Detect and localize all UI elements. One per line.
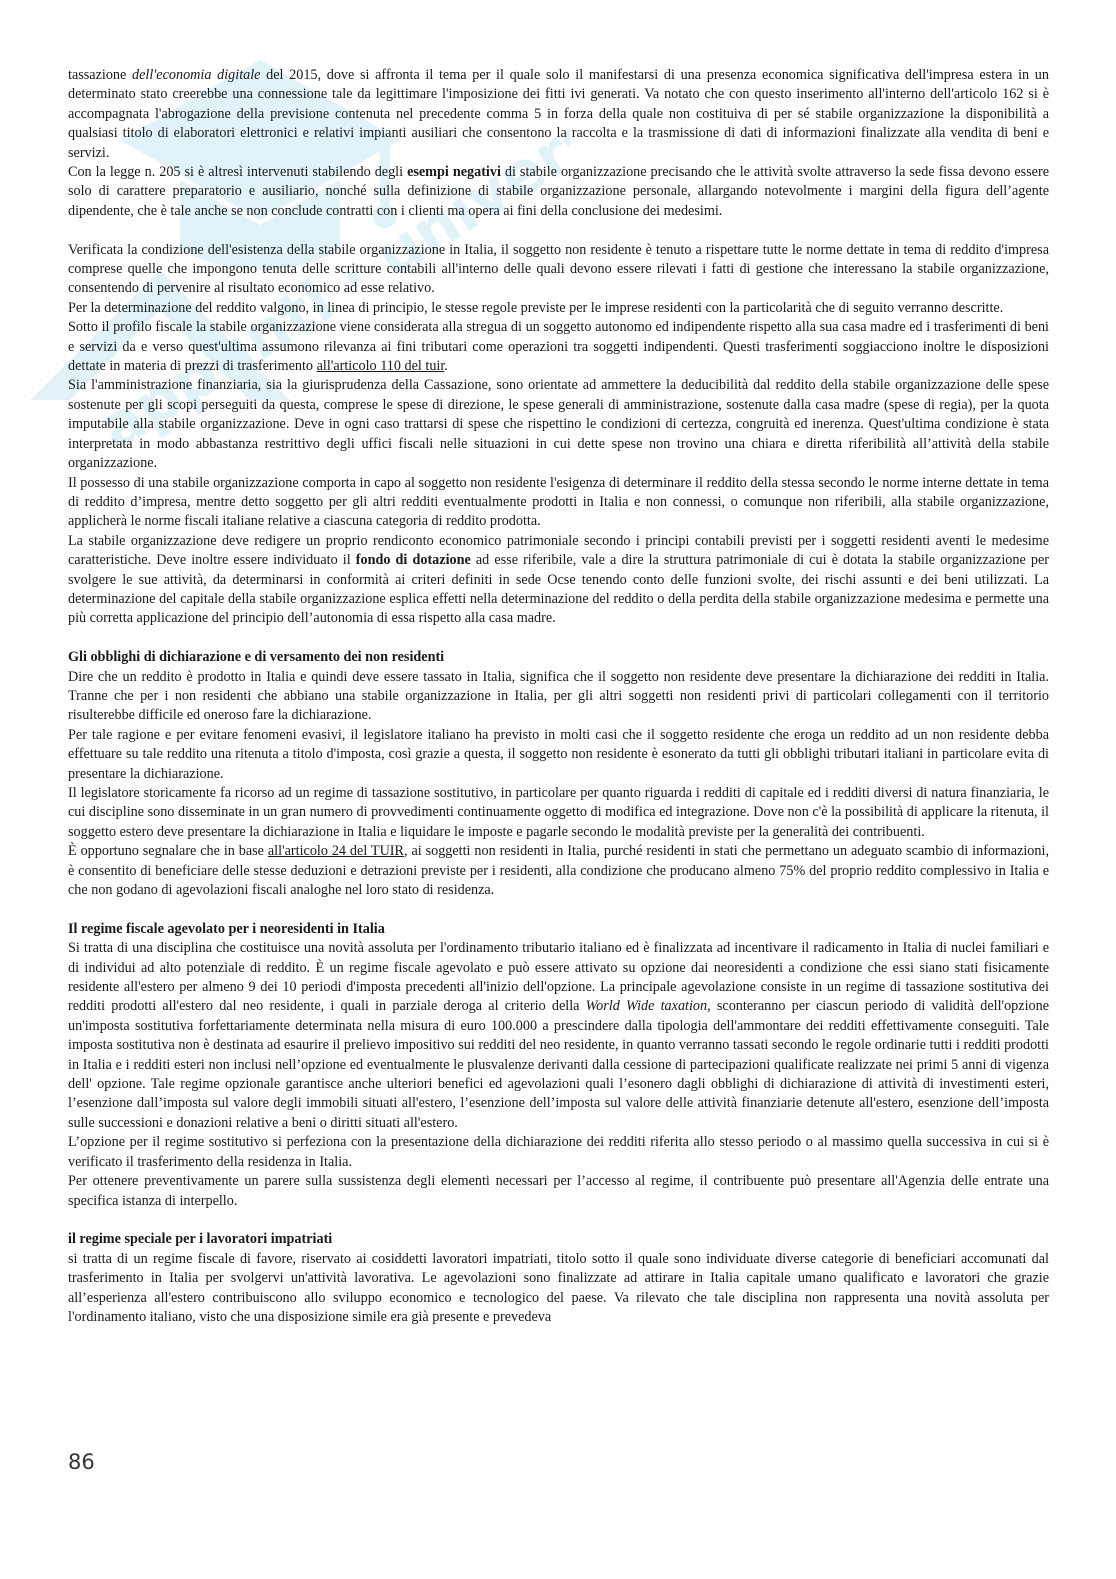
paragraph: È opportuno segnalare che in base all'articolo 24 del TUIR, ai soggetti non residenti in Italia, purché residenti in stati che permettano un adeguato scambio di informazioni, è consentito di beneficiare delle stesse deduzioni e detrazioni previste per i residenti, alla condizione che producano almeno 75% del proprio reddito complessivo in Italia e che non godano di agevolazioni fiscali analoghe nel loro stato di residenza. <box>68 843 1049 899</box>
law-reference-link[interactable]: all'articolo 24 del TUIR <box>267 843 404 860</box>
paragraph: Per la determinazione del reddito valgono, in linea di principio, le stesse regole previste per le imprese residenti con la particolarità che di seguito verranno descritte. <box>68 299 1004 316</box>
paragraph: Si tratta di una disciplina che costituisce una novità assoluta per l'ordinamento tributario italiano ed è finalizzata ad incentivare il radicamento in Italia di nuclei familiari e di individui ad alto potenziale di reddito. È un regime fiscale agevolato e può essere attivato su opzione dai neoresidenti a condizione che essi siano stati fisicamente residente all'estero per almeno 9 dei 10 periodi d'imposta precedenti all'inizio dell'opzione. La principale agevolazione consiste in un regime di tassazione sostitutiva dei redditi prodotti all'estero dal neo residente, i quali in parziale deroga al criterio della World Wide taxation, sconteranno per ciascun periodo di validità dell'opzione un'imposta sostitutiva forfettariamente determinata nella misura di euro 100.000 a prescindere dalla tipologia dell'ammontare dei redditi effettivamente conseguiti. Tale imposta sostitutiva non è destinata ad esaurire il prelievo impositivo sui redditi del neo residente, in quanto verranno tassati secondo le regole ordinarie tutti i redditi prodotti in Italia e i redditi esteri non inclusi nell’opzione ed eventualmente le plusvalenze derivanti dalla cessione di partecipazioni qualificate realizzate nei primi 5 anni di vigenza dell' opzione. Tale regime opzionale garantisce anche ulteriori benefici ed agevolazioni quali l’esonero dagli obblighi di dichiarazione di attività di investimenti esteri, l’esenzione dall’imposta sul valore degli immobili situati all'estero, l’esenzione dell’imposta sul valore delle attività finanziarie detenute all'estero, esenzione dell’imposta sulle successioni e donazioni relative a beni o diritti situati all'estero. <box>68 940 1049 1131</box>
paragraph: L’opzione per il regime sostitutivo si perfeziona con la presentazione della dichiarazione dei redditi riferita allo stesso periodo o al massimo quella successiva in cui si è verificato il trasferimento della residenza in Italia. <box>68 1134 1049 1170</box>
paragraph: Con la legge n. 205 si è altresì intervenuti stabilendo degli esempi negativi di stabile organizzazione precisando che le attività svolte attraverso la sede fissa devono essere solo di carattere preparatorio e ausiliario, nonché sulla definizione di stabile organizzazione personale, allargando notevolmente i margini della figura dell’agente dipendente, che è tale anche se non conclude contratti con i clienti ma opera ai fini della conclusione dei medesimi. <box>68 164 1049 219</box>
section-spacer <box>68 900 1049 919</box>
law-reference-link[interactable]: all'articolo 110 del tuir <box>316 358 445 375</box>
section-heading: Il regime fiscale agevolato per i neoresidenti in Italia <box>68 920 385 937</box>
section-spacer <box>68 221 1049 240</box>
section-spacer <box>68 629 1049 648</box>
bold-term: esempi negativi <box>407 164 501 181</box>
paragraph: Verificata la condizione dell'esistenza della stabile organizzazione in Italia, il soggetto non residente è tenuto a rispettare tutte le norme dettate in tema di reddito d'impresa comprese quelle che impongono tenuta delle scritture contabili all'interno delle quali devono essere rilevati i fatti di gestione che interessano la stabile organizzazione, consentendo di pervenire al risultato economico ad esse relativo. <box>68 241 1049 297</box>
paragraph: La stabile organizzazione deve redigere un proprio rendiconto economico patrimoniale secondo i principi contabili previsti per i soggetti residenti aventi le medesime caratteristiche. Deve inoltre essere individuato il fondo di dotazione ad esse riferibile, vale a dire la struttura patrimoniale di cui è dotata la stabile organizzazione per svolgere le sue attività, da determinarsi in conformità ai criteri definiti in sede Ocse tenendo conto delle funzioni svolte, dei rischi assunti e dei beni utilizzati. La determinazione del capitale della stabile organizzazione esplica effetti nella determinazione del reddito o della perdita della stabile organizzazione medesima e permette una più corretta applicazione del principio dell’autonomia di essa rispetto alla casa madre. <box>68 532 1049 627</box>
section-heading: il regime speciale per i lavoratori impatriati <box>68 1231 333 1248</box>
paragraph: Sotto il profilo fiscale la stabile organizzazione viene considerata alla stregua di un soggetto autonomo ed indipendente rispetto alla sua casa madre ed i trasferimenti di beni e servizi da e verso quest'ultima assumono rilevanza ai fini tributari come operazioni tra soggetti indipendenti. Questi trasferimenti soggiacciono inoltre le disposizioni dettate in materia di prezzi di trasferimento all'articolo 110 del tuir. <box>68 319 1049 375</box>
document-body <box>68 66 1049 1327</box>
section-heading: Gli obblighi di dichiarazione e di versamento dei non residenti <box>68 649 445 666</box>
italic-term: World Wide taxation <box>585 998 708 1015</box>
italic-term: dell'economia digitale <box>131 67 261 83</box>
paragraph: Il possesso di una stabile organizzazione comporta in capo al soggetto non residente l'esigenza di determinare il reddito della stessa secondo le norme interne dettate in tema di reddito d’impresa, mentre detto soggetto per gli altri redditi eventualmente prodotti in Italia e non connessi, o comunque non riferibili, alla stabile organizzazione, applicherà le norme fiscali italiane relative a ciascuna categoria di reddito prodotta. <box>68 474 1049 530</box>
paragraph: Sia l'amministrazione finanziaria, sia la giurisprudenza della Cassazione, sono orientate ad ammettere la deducibilità dal reddito della stabile organizzazione delle spese sostenute per gli scopi perseguiti da questa, comprese le spese di direzione, le spese generali di amministrazione, sostenute dalla casa madre (spese di regia), per la quota imputabile alla stabile organizzazione. Deve in ogni caso trattarsi di spese che rispettino le condizioni di certezza, congruità ed inerenza. Quest'ultima condizione è stata interpretata in modo abbastanza restrittivo degli uffici fiscali nelle situazioni in cui dette spese non trovino una chiara e diretta riferibilità all’attività della stabile organizzazione. <box>68 377 1049 472</box>
watermark-text: appunti · università <box>87 51 570 450</box>
paragraph: Per tale ragione e per evitare fenomeni evasivi, il legislatore italiano ha previsto in molti casi che il soggetto residente che eroga un reddito ad un non residente debba effettuare su tale reddito una ritenuta a titolo d'imposta, così grazie a questa, il soggetto non residente è esonerato da tutti gli obblighi tributari italiani in particolare evita di presentare la dichiarazione. <box>68 726 1049 782</box>
paragraph: si tratta di un regime fiscale di favore, riservato ai cosiddetti lavoratori impatriati, titolo sotto il quale sono individuate diverse categorie di beneficiari accomunati dal trasferimento in Italia per svolgervi un'attività lavorativa. Le agevolazioni sono finalizzate ad attirare in Italia capitale umano qualificato e lavoratori che grazie all’esperienza all'estero contribuiscono allo sviluppo economico e tecnologico del paese. Va rilevato che tale disciplina non rappresenta una novità assoluta per l'ordinamento italiano, visto che una disposizione simile era già presente e prevedeva <box>68 1250 1049 1325</box>
paragraph: Il legislatore storicamente fa ricorso ad un regime di tassazione sostitutivo, in particolare per quanto riguarda i redditi di capitale ed i redditi diversi di natura finanziaria, le cui discipline sono disseminate in un gran numero di provvedimenti continuamente oggetto di modifica ed integrazione. Dove non c'è la possibilità di applicare la ritenuta, il soggetto estero deve presentare la dichiarazione in Italia e liquidare le imposte e pagarle secondo le modalità previste per la generalità dei contribuenti. <box>68 785 1049 840</box>
paragraph: Dire che un reddito è prodotto in Italia e quindi deve essere tassato in Italia, significa che il soggetto non residente deve presentare la dichiarazione dei redditi in Italia. Tranne che per i non residenti che abbiano una stabile organizzazione in Italia, per gli altri soggetti non residenti privi di particolari collegamenti con il territorio risulterebbe difficile ed oneroso fare la dichiarazione. <box>68 668 1049 724</box>
section-spacer <box>68 1211 1049 1230</box>
bold-term: fondo di dotazione <box>355 552 471 569</box>
paragraph: tassazione dell'economia digitale del 2015, dove si affronta il tema per il quale solo il manifestarsi di una presenza economica significativa dell'impresa estera in un determinato stato creerebbe una connessione tale da legittimare l'imposizione dei fitti ivi generati. Va notato che con questo inserimento all'interno dell'articolo 162 si è accompagnata l'abrogazione della previsione contenuta nel precedente comma 5 in forza della quale non costituiva di per sé stabile organizzazione la disponibilità a qualsiasi titolo di elaboratori elettronici e relativi impianti ausiliari che consentono la raccolta e la trasmissione di dati di informazioni finalizzate alla vendita di beni e servizi. <box>68 67 1049 161</box>
paragraph: Per ottenere preventivamente un parere sulla sussistenza degli elementi necessari per l’accesso al regime, il contribuente può presentare all'Agenzia delle entrate una specifica istanza di interpello. <box>68 1173 1049 1209</box>
page-number: 86 <box>68 1450 95 1474</box>
